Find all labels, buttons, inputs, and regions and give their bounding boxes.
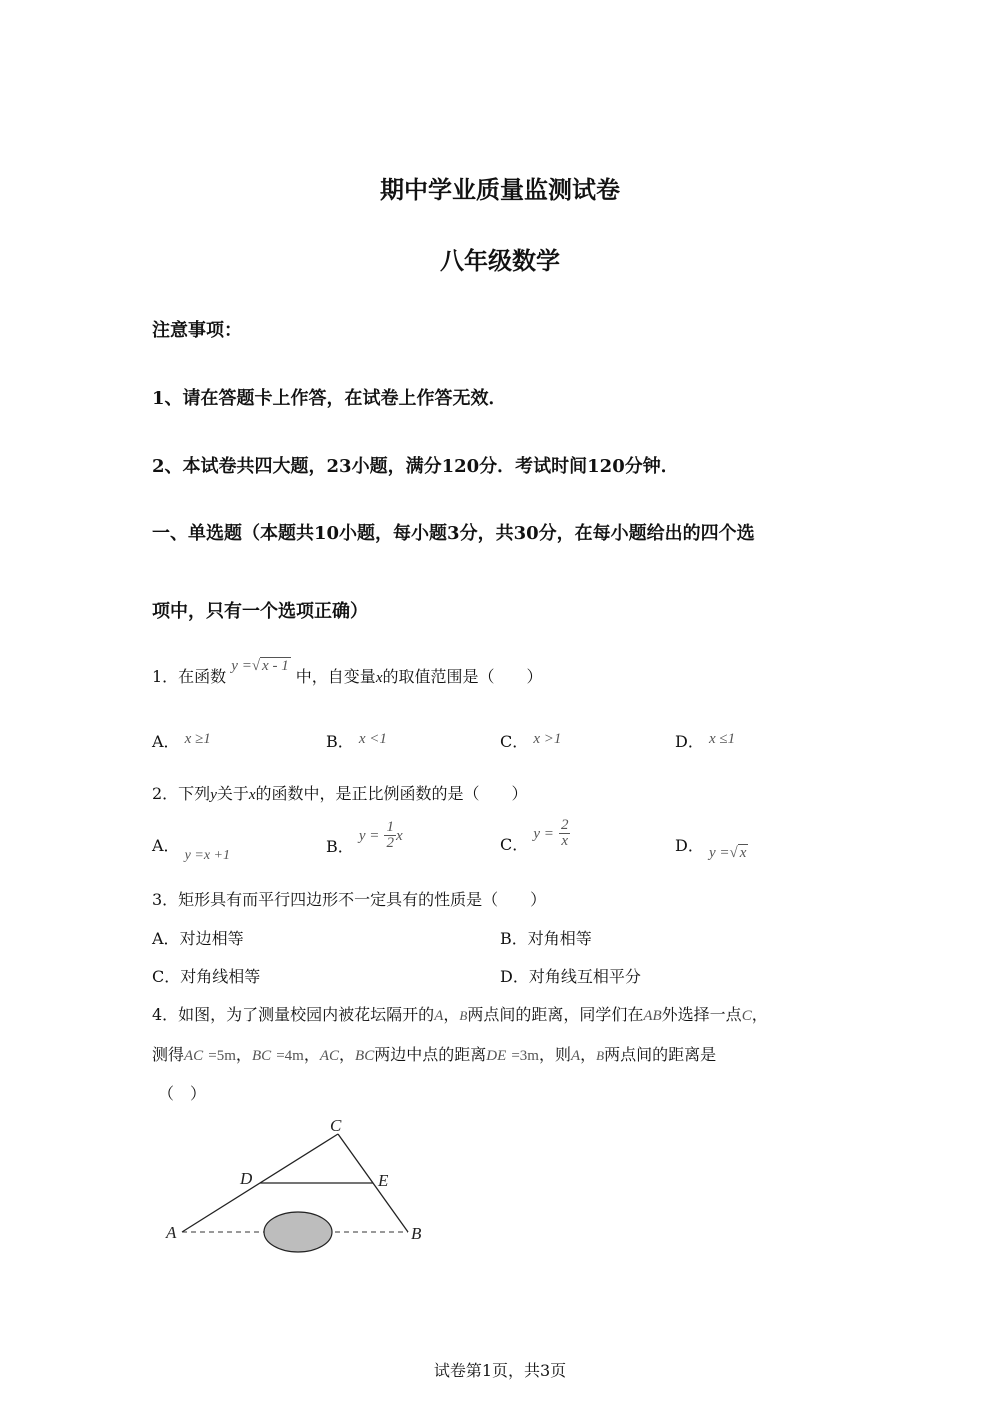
notice-heading: 注意事项： [152,320,242,341]
page-footer: 试卷第1页，共3页 [433,1361,567,1380]
q4-figure [150,1110,440,1260]
q2-option-a[interactable]: A． y =x +1 [152,836,230,863]
section-heading-line1: 一、单选题（本题共10小题，每小题3分，共30分，在每小题给出的四个选 [152,523,755,544]
flower-bed-ellipse [264,1212,332,1252]
q2-option-c[interactable]: C． y = $\frac{2}{x}$ [500,817,569,854]
label-a: A [166,1223,177,1242]
q1-option-a[interactable]: A． x ≥1 [152,731,211,751]
q3-option-c[interactable]: C．对角线相等 [152,967,261,986]
notice-item-2: 2、本试卷共四大题，23小题，满分120分．考试时间120分钟． [152,456,679,477]
q3-option-d[interactable]: D．对角线互相平分 [500,967,641,986]
question-4-line3: （ ） [158,1084,207,1103]
question-4-line2: 测得AC =5m，BC =4m，AC，BC两边中点的距离DE =3m，则A，B两点间的距离是 [152,1045,717,1064]
q2-option-b[interactable]: B． y = $\frac{1}{2}$ x [326,819,403,856]
question-1-stem: 1．在函数 y =√ x - 1 中，自变量x的取值范围是（ ） [152,664,543,687]
label-e: E [378,1171,389,1190]
q1-formula: y =√ x - 1 [231,658,289,674]
notice-item-1: 1、请在答题卡上作答，在试卷上作答无效． [152,388,507,409]
page-subtitle: 八年级数学 [440,246,560,275]
q2-option-d[interactable]: D． y =√ x [675,836,747,861]
question-4-line1: 4．如图，为了测量校园内被花坛隔开的A，B两点间的距离，同学们在AB外选择一点C， [152,1005,768,1024]
q1-option-d[interactable]: D． x ≤1 [675,731,736,751]
question-3-stem: 3．矩形具有而平行四边形不一定具有的性质是（ ） [152,890,547,909]
page-title: 期中学业质量监测试卷 [380,175,620,204]
q3-option-b[interactable]: B．对角相等 [500,929,592,948]
q3-option-a[interactable]: A．对边相等 [152,929,244,948]
section-heading-line2: 项中，只有一个选项正确） [152,601,368,622]
label-b: B [411,1224,422,1243]
label-c: C [330,1116,342,1135]
q1-option-b[interactable]: B． x <1 [326,731,387,751]
label-d: D [240,1169,253,1188]
q1-option-c[interactable]: C． x >1 [500,731,562,751]
question-2-stem: 2．下列y关于x的函数中，是正比例函数的是（ ） [152,784,528,803]
